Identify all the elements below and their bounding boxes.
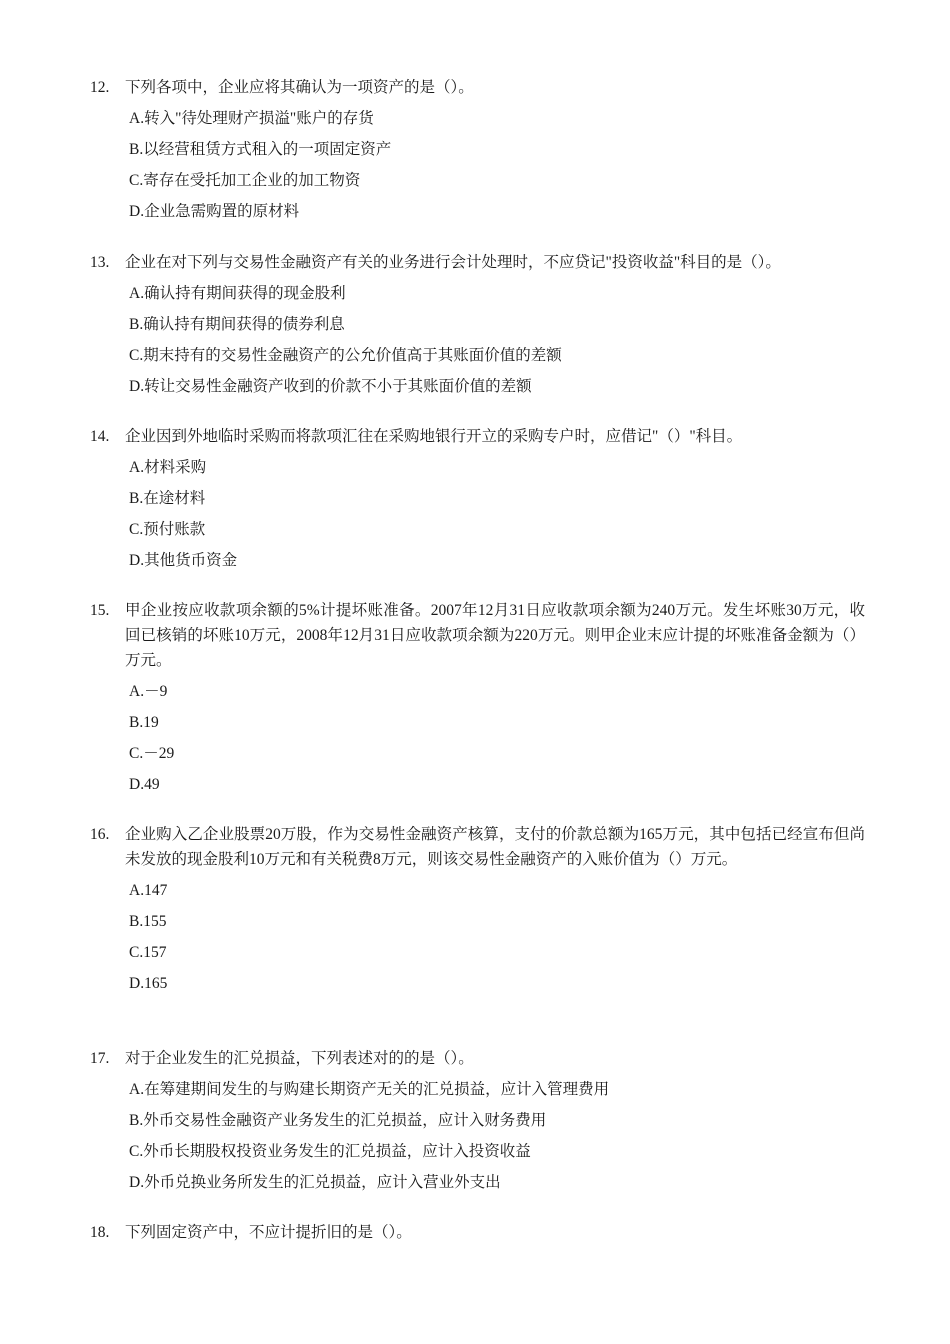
question-18 bbox=[90, 1220, 865, 1245]
question-text: 对于企业发生的汇兑损益，下列表述对的的是（）。 bbox=[125, 1050, 474, 1067]
option-b: B.19 bbox=[129, 714, 159, 731]
question-14 bbox=[90, 424, 865, 579]
question-text: 企业因到外地临时采购而将款项汇往在采购地银行开立的采购专户时，应借记"（）"科目。 bbox=[125, 428, 743, 445]
question-text: 企业购入乙企业股票20万股，作为交易性金融资产核算，支付的价款总额为165万元，其中包括已经宣布但尚未发放的现金股利10万元和有关税费8万元，则该交易性金融资产的入账价值为（）万元。 bbox=[125, 826, 865, 868]
question-15 bbox=[90, 598, 865, 803]
option-b: B.155 bbox=[129, 913, 167, 930]
option-c: C.寄存在受托加工企业的加工物资 bbox=[129, 172, 361, 189]
question-text: 下列固定资产中，不应计提折旧的是（）。 bbox=[125, 1224, 412, 1241]
option-a: A.－9 bbox=[129, 683, 168, 700]
question-text: 下列各项中，企业应将其确认为一项资产的是（）。 bbox=[125, 79, 474, 96]
option-c: C.157 bbox=[129, 944, 167, 961]
question-number: 16. bbox=[90, 826, 110, 843]
question-number: 15. bbox=[90, 602, 110, 619]
option-d: D.其他货币资金 bbox=[129, 552, 238, 569]
question-16 bbox=[90, 822, 865, 1002]
option-list bbox=[129, 281, 865, 405]
question-number: 14. bbox=[90, 428, 110, 445]
question-text: 甲企业按应收款项余额的5%计提坏账准备。2007年12月31日应收款项余额为240万元。发生坏账30万元，收回已核销的坏账10万元，2008年12月31日应收款项余额为220万元。则甲企业末应计提的坏账准备金额为（）万元。 bbox=[125, 602, 865, 669]
option-c: C.预付账款 bbox=[129, 521, 206, 538]
question-12 bbox=[90, 75, 865, 230]
option-d: D.企业急需购置的原材料 bbox=[129, 203, 300, 220]
question-17 bbox=[90, 1046, 865, 1201]
option-a: A.材料采购 bbox=[129, 459, 207, 476]
option-d: D.165 bbox=[129, 975, 168, 992]
question-text: 企业在对下列与交易性金融资产有关的业务进行会计处理时，不应贷记"投资收益"科目的是（）。 bbox=[125, 254, 781, 271]
option-a: A.在筹建期间发生的与购建长期资产无关的汇兑损益，应计入管理费用 bbox=[129, 1081, 610, 1098]
option-d: D.转让交易性金融资产收到的价款不小于其账面价值的差额 bbox=[129, 378, 532, 395]
option-b: B.以经营租赁方式租入的一项固定资产 bbox=[129, 141, 392, 158]
option-b: B.外币交易性金融资产业务发生的汇兑损益，应计入财务费用 bbox=[129, 1112, 547, 1129]
option-d: D.49 bbox=[129, 776, 160, 793]
option-list bbox=[129, 106, 865, 230]
option-a: A.转入"待处理财产损溢"账户的存货 bbox=[129, 110, 374, 127]
option-b: B.确认持有期间获得的债券利息 bbox=[129, 316, 345, 333]
option-c: C.期末持有的交易性金融资产的公允价值高于其账面价值的差额 bbox=[129, 347, 562, 364]
question-number: 12. bbox=[90, 79, 110, 96]
option-list bbox=[129, 455, 865, 579]
option-c: C.外币长期股权投资业务发生的汇兑损益，应计入投资收益 bbox=[129, 1143, 531, 1160]
option-list bbox=[129, 1077, 865, 1201]
option-a: A.147 bbox=[129, 882, 168, 899]
question-number: 17. bbox=[90, 1050, 110, 1067]
option-list bbox=[129, 679, 865, 803]
option-c: C.－29 bbox=[129, 745, 175, 762]
option-list bbox=[129, 878, 865, 1002]
question-13 bbox=[90, 250, 865, 405]
option-d: D.外币兑换业务所发生的汇兑损益，应计入营业外支出 bbox=[129, 1174, 501, 1191]
option-b: B.在途材料 bbox=[129, 490, 206, 507]
question-number: 13. bbox=[90, 254, 110, 271]
option-a: A.确认持有期间获得的现金股利 bbox=[129, 285, 346, 302]
question-number: 18. bbox=[90, 1224, 110, 1241]
